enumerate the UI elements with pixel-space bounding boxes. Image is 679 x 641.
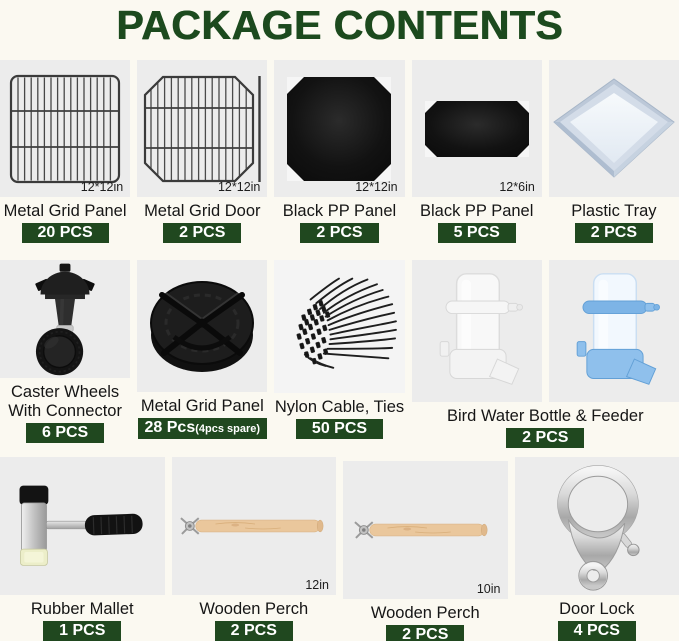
item-label: Door Lock [559, 600, 635, 618]
item-label: Black PP Panel [419, 202, 534, 220]
plastic-tray-image [550, 72, 678, 186]
item-card-black-pp-panel-small [412, 60, 542, 243]
item-card-plastic-tray [549, 60, 679, 243]
item-card-metal-grid-panel [0, 60, 130, 243]
black-pp-panel-large-image-box [274, 60, 404, 197]
page-title: PACKAGE CONTENTS [116, 2, 563, 48]
rubber-mallet-image-box [0, 457, 165, 595]
item-card-cable-ties [274, 260, 404, 439]
metal-grid-door-image-box [137, 60, 267, 197]
item-card-caster-wheels [0, 260, 130, 439]
item-label: Metal Grid Panel [3, 202, 127, 220]
item-card-black-pp-panel-large [274, 60, 404, 243]
count-badge: 2 PCS [386, 625, 464, 641]
metal-grid-door-image [141, 74, 263, 184]
item-label: Caster Wheels With Connector [8, 383, 122, 420]
item-label: Metal Grid Door [144, 202, 261, 220]
size-label: 12*12in [355, 180, 398, 194]
count-badge: 20 PCS [22, 223, 109, 243]
wooden-perch-10-image [350, 508, 500, 552]
item-label: Black PP Panel [282, 202, 397, 220]
grid-connector-image-box [137, 260, 267, 392]
count-badge: 5 PCS [438, 223, 516, 243]
black-pp-panel-large-image [283, 73, 395, 185]
item-card-metal-grid-door [137, 60, 267, 243]
water-feeder-blue-image [568, 268, 660, 394]
size-label: 12*12in [217, 180, 261, 194]
wooden-perch-12-image-box [172, 457, 337, 595]
item-label: Rubber Mallet [30, 600, 134, 618]
count-badge: 28 Pcs(4pcs spare) [138, 418, 268, 439]
black-pp-panel-small-image-box [412, 60, 542, 197]
count-badge: 50 PCS [296, 419, 383, 439]
metal-grid-panel-image [9, 74, 121, 184]
item-card-door-lock [515, 457, 679, 641]
black-pp-panel-small-image [421, 97, 533, 161]
water-feeder-white-image-box [412, 260, 542, 402]
count-badge: 4 PCS [558, 621, 636, 641]
count-badge: 2 PCS [300, 223, 378, 243]
caster-wheels-image [15, 260, 115, 378]
item-label: Metal Grid Panel [140, 397, 264, 415]
count-badge: 2 PCS [506, 428, 584, 448]
size-label: 10in [476, 582, 501, 596]
wooden-perch-12-image [176, 504, 332, 548]
count-badge: 1 PCS [43, 621, 121, 641]
cable-ties-image [276, 271, 402, 383]
row-2 [0, 260, 679, 446]
item-card-wooden-perch-12 [172, 457, 337, 641]
door-lock-image-box [515, 457, 679, 595]
plastic-tray-image-box [549, 60, 679, 197]
grid-connector-image [142, 275, 262, 377]
item-card-wooden-perch-10 [343, 461, 508, 641]
count-badge: 6 PCS [26, 423, 104, 443]
caster-wheels-image-box [0, 260, 130, 378]
door-lock-image [545, 460, 649, 592]
item-label: Bird Water Bottle & Feeder [447, 407, 644, 425]
item-label: Wooden Perch [370, 604, 480, 622]
size-label: 12*6in [499, 180, 535, 194]
item-card-grid-connector [137, 260, 267, 439]
item-label: Nylon Cable, Ties [274, 398, 405, 416]
wooden-perch-10-image-box [343, 461, 508, 599]
count-badge: 2 PCS [575, 223, 653, 243]
item-label: Wooden Perch [199, 600, 309, 618]
item-card-rubber-mallet [0, 457, 165, 641]
metal-grid-panel-image-box [0, 60, 130, 197]
item-label: Plastic Tray [571, 202, 657, 220]
row-1 [0, 60, 679, 243]
water-feeder-blue-image-box [549, 260, 679, 402]
item-card-water-feeder [412, 260, 679, 446]
count-badge: 2 PCS [215, 621, 293, 641]
count-badge: 2 PCS [163, 223, 241, 243]
row-3 [0, 457, 679, 641]
water-feeder-white-image [431, 268, 523, 394]
rubber-mallet-image [7, 474, 157, 578]
cable-ties-image-box [274, 260, 404, 393]
size-label: 12*12in [80, 180, 124, 194]
size-label: 12in [305, 578, 329, 592]
